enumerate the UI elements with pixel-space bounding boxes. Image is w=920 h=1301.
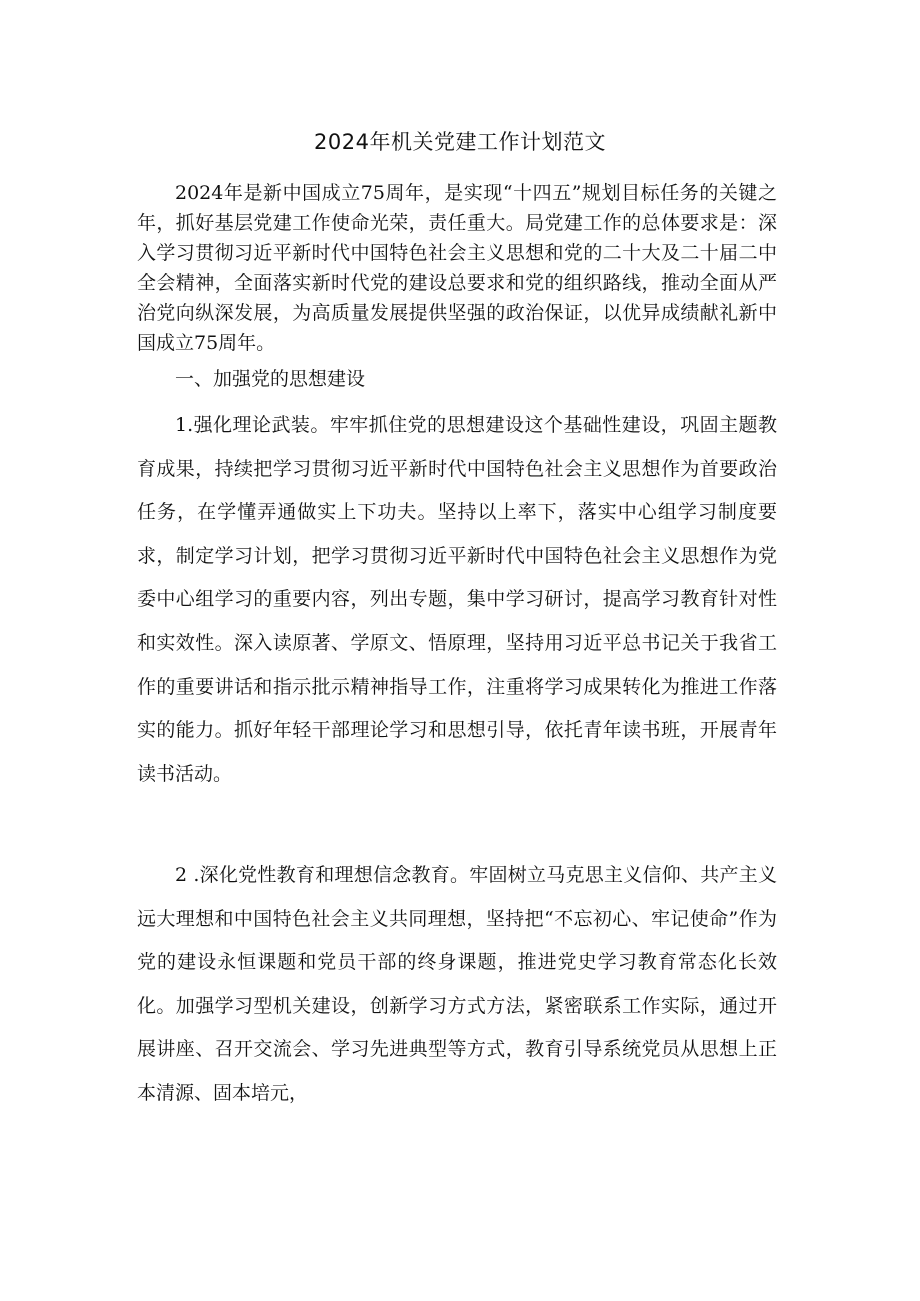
intro-paragraph: 2024年是新中国成立75周年，是实现“十四五”规划目标任务的关键之年，抓好基层党建工作使命光荣，责任重大。局党建工作的总体要求是：深入学习贯彻习近平新时代中国特色社会主义思想和党的二十大及二十届二中全会精神，全面落实新时代党的建设总要求和党的组织路线，推动全面从严治党向纵深发展，为高质量发展提供坚强的政治保证，以优异成绩献礼新中国成立75周年。 bbox=[137, 182, 777, 354]
document-title: 2024年机关党建工作计划范文 bbox=[314, 130, 606, 154]
body-paragraph-1: 1.强化理论武装。牢牢抓住党的思想建设这个基础性建设，巩固主题教育成果，持续把学习贯彻习近平新时代中国特色社会主义思想作为首要政治任务，在学懂弄通做实上下功夫。坚持以上率下，落实中心组学习制度要求，制定学习计划，把学习贯彻习近平新时代中国特色社会主义思想作为党委中心组学习的重要内容，列出专题，集中学习研讨，提高学习教育针对性和实效性。深入读原著、学原文、悟原理，坚持用习近平总书记关于我省工作的重要讲话和指示批示精神指导工作，注重将学习成果转化为推进工作落实的能力。抓好年轻干部理论学习和思想引导，依托青年读书班，开展青年读书活动。 bbox=[137, 414, 777, 785]
section-heading: 一、加强党的思想建设 bbox=[175, 368, 366, 390]
body-paragraph-2: 2 .深化党性教育和理想信念教育。牢固树立马克思主义信仰、共产主义远大理想和中国特色社会主义共同理想，坚持把“不忘初心、牢记使命”作为党的建设永恒课题和党员干部的终身课题，推进党史学习教育常态化长效化。加强学习型机关建设，创新学习方式方法，紧密联系工作实际，通过开展讲座、召开交流会、学习先进典型等方式，教育引导系统党员从思想上正本清源、固本培元， bbox=[137, 864, 777, 1104]
